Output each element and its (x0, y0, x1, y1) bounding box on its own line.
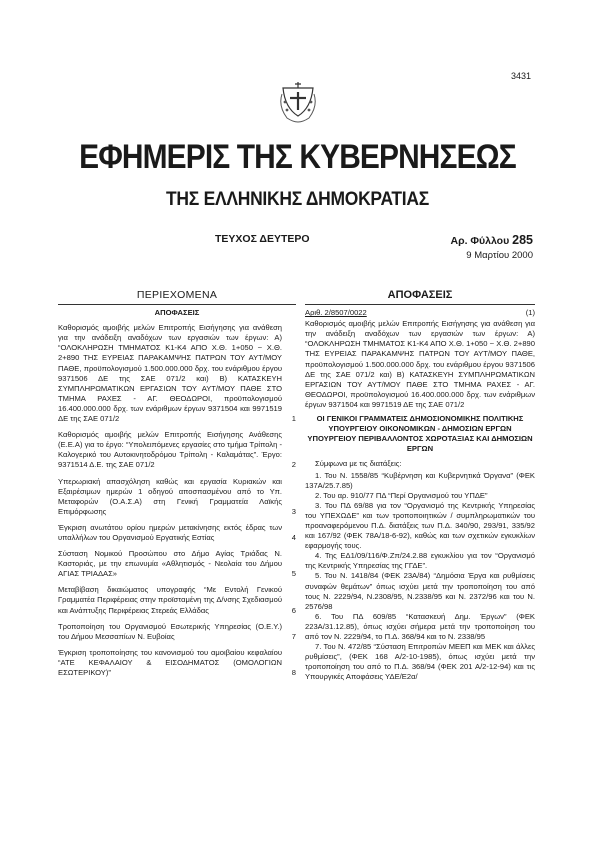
toc-entry-page: 3 (291, 506, 296, 516)
legal-basis-item: 5. Του Ν. 1418/84 (ΦΕΚ 23Α/84) “Δημόσια Έργα και ρυθμίσεις συναφών θεμάτων” όπως ισχύει μετά την τροποποίηση του από τους Ν. 2229/94, Ν.2308/95, Ν.2338/95 και Ν. 2372/96 και του Ν. 2576/98 (305, 571, 535, 611)
contents-column (58, 290, 296, 684)
toc-entry-page: 8 (291, 668, 296, 677)
gazette-subtitle: ΤΗΣ ΕΛΛΗΝΙΚΗΣ ΔΗΜΟΚΡΑΤΙΑΣ (166, 189, 429, 210)
toc-entry-page: 4 (291, 532, 296, 542)
legal-basis-item: 6. Του ΠΔ 609/85 “Κατασκευή Δημ. Έργων” (ΦΕΚ 223Α/31.12.85), όπως ισχύει σήμερα μετά την τροποποίηση του από τον Ν. 2229/94, το Π.Δ. 368/94 και το Ν. 2338/95 (305, 611, 535, 641)
issue-date: 9 Μαρτίου 2000 (466, 250, 533, 261)
sheet-number (450, 233, 533, 247)
decisions-column (305, 290, 535, 682)
legal-basis-item: 1. Του Ν. 1558/85 “Κυβέρνηση και Κυβερνητικά Όργανα” (ΦΕΚ 137Α/25.7.85) (305, 470, 535, 490)
issue-label: ΤΕΥΧΟΣ ΔΕΥΤΕΡΟ (215, 233, 310, 245)
contents-heading: ΠΕΡΙΕΧΟΜΕΝΑ (136, 289, 218, 301)
toc-entry-text: Καθορισμός αμοιβής μελών Επιτροπής Εισήγησης Ανάθεσης (Ε.Ε.Α) για το έργο: “Υπολειπόμενες εργασίες στο τμήμα Τρίπολη - Καλογερικό του Αυτοκινητοδρόμου Τρίπολη - Καλαμάτας”. Έργο: 9371514 Δ.Ε. της ΣΑΕ 071/2 (58, 430, 282, 470)
toc-entry[interactable] (58, 585, 296, 615)
legal-basis-item: 3. Του ΠΔ 69/88 για τον “Οργανισμό της Κεντρικής Υπηρεσίας του ΥΠΕΧΩΔΕ” και των τροποποιητικών / συμπληρωματικών του προαναφερόμενου Π.Δ. διατάξεις των Π.Δ. 340/90, 293/91, 335/92 και 167/92 (ΦΕΚ 78Α/18-6-92), καθώς και των σχετικών εγκυκλίων εφαρμογής τους. (305, 500, 535, 551)
legal-basis-item: 2. Του αρ. 910/77 ΠΔ “Περί Οργανισμού του ΥΠΔΕ” (315, 490, 488, 500)
toc-entry[interactable] (58, 477, 296, 517)
toc-entry[interactable] (58, 648, 296, 678)
toc-entry-page: 5 (291, 569, 296, 579)
divider (305, 304, 535, 305)
divider (58, 304, 296, 305)
legal-basis-item: 7. Του Ν. 472/85 “Σύσταση Επιτροπών ΜΕΕΠ και ΜΕΚ και άλλες ρυθμίσεις”, (ΦΕΚ 168 Α/2-10-1985), όπως ισχύει μετά την τροποποίηση του από το Π.Δ. 368/94 (ΦΕΚ 201 Α/2-12-94) και τις Υπουργικές Αποφάσεις ΥΔΕ/Ε2α/ (305, 642, 535, 682)
toc-entry-page: 6 (291, 605, 296, 615)
legal-basis-item: 4. Της ΕΔ1/09/116/Φ.Ζπ/24.2.88 εγκυκλίου για τον “Οργανισμό της Κεντρικής Υπηρεσίας της ΓΓΔΕ”. (305, 551, 535, 571)
toc-entry[interactable] (58, 523, 296, 543)
sheet-number-value: 285 (512, 233, 533, 247)
toc-entry[interactable] (58, 622, 296, 642)
toc-entry-page: 1 (291, 414, 296, 424)
contents-section-label: ΑΠΟΦΑΣΕΙΣ (154, 308, 200, 318)
decisions-heading: ΑΠΟΦΑΣΕΙΣ (387, 289, 453, 301)
toc-entry[interactable] (58, 430, 296, 470)
toc-entry-text: Έγκριση ανωτάτου ορίου ημερών μετακίνησης εκτός έδρας των υπαλλήλων του Οργανισμού Εργατικής Εστίας (58, 522, 282, 542)
toc-entry-text: Μεταβίβαση δικαιώματος υπογραφής “Με Εντολή Γενικού Γραμματέα Περιφέρειας στην προϊσταμένη της Δ/νσης Σχεδιασμού και Ανάπτυξης Περιφέρειας Στερεάς Ελλάδας (58, 585, 282, 615)
toc-entry[interactable] (58, 549, 296, 579)
toc-entry-text: Έγκριση τροποποίησης του κανονισμού του αμοιβαίου κεφαλαίου “ΑΤΕ ΚΕΦΑΛΑΙΟΥ & ΕΙΣΟΔΗΜΑΤΟΣ (ΟΜΟΛΟΓΙΩΝ ΕΣΩΤΕΡΙΚΟΥ)” (58, 647, 282, 677)
considering-clause: Σύμφωνα με τις διατάξεις: (315, 459, 402, 469)
coat-of-arms-icon (279, 78, 317, 124)
sheet-label: Αρ. Φύλλου (450, 235, 510, 247)
gazette-title: ΕΦΗΜΕΡΙΣ ΤΗΣ ΚΥΒΕΡΝΗΣΕΩΣ (79, 138, 516, 176)
toc-entry-page: 2 (291, 460, 296, 470)
decision-intro: Καθορισμός αμοιβής μελών Επιτροπής Εισήγησης για ανάθεση για την ανάδειξη αναδόχων των εργασιών των έργων: Α) “ΟΛΟΚΛΗΡΩΣΗ ΤΜΗΜΑΤΟΣ Κ1-Κ4 ΑΠΟ Χ.Θ. 1+050 ~ Χ.Θ. 2+890 ΤΗΣ ΕΥΡΕΙΑΣ ΠΑΡΑΚΑΜΨΗΣ ΠΑΤΡΩΝ ΤΟΥ ΑΥΤ/ΜΟΥ ΠΑΘΕ, προϋπολογισμού 1.500.000.000 δρχ. του ενάριθμου έργου 9371506 ΔΕ της ΣΑΕ 071/2 και) Β) ΚΑΤΑΣΚΕΥΗ ΣΥΜΠΛΗΡΩΜΑΤΙΚΩΝ ΕΡΓΑΣΙΩΝ ΤΟΥ ΑΥΤ/ΜΟΥ ΠΑΘΕ ΣΤΟ ΤΜΗΜΑ ΡΑΧΕΣ - ΑΓ. ΘΕΟΔΩΡΟΙ, προϋπολογισμού 16.400.000.000 δρχ. των ενάριθμων έργων 9371504 και 9971519 ΔΕ της ΣΑΕ 071/2 (305, 319, 535, 409)
toc-entry-text: Καθορισμός αμοιβής μελών Επιτροπής Εισήγησης για ανάθεση για την ανάδειξη αναδόχων των εργασιών των έργων: Α) “ΟΛΟΚΛΗΡΩΣΗ ΤΜΗΜΑΤΟΣ Κ1-Κ4 ΑΠΟ Χ.Θ. 1+050 ~ Χ.Θ. 2+890 ΤΗΣ ΕΥΡΕΙΑΣ ΠΑΡΑΚΑΜΨΗΣ ΠΑΤΡΩΝ ΤΟΥ ΑΥΤ/ΜΟΥ ΠΑΘΕ, προϋπολογισμού 1.500.000.000 δρχ. του ενάριθμου έργου 9371506 ΔΕ της ΣΑΕ 071/2 και) Β) ΚΑΤΑΣΚΕΥΗ ΣΥΜΠΛΗΡΩΜΑΤΙΚΩΝ ΕΡΓΑΣΙΩΝ ΤΟΥ ΑΥΤ/ΜΟΥ ΠΑΘΕ ΣΤΟ ΤΜΗΜΑ ΡΑΧΕΣ - ΑΓ. ΘΕΟΔΩΡΟΙ, προϋπολογισμού 16.400.000.000 δρχ. των ενάριθμων έργων 9371504 και 9971519 ΔΕ της ΣΑΕ 071/2 (58, 323, 282, 424)
toc-entry-page: 7 (291, 631, 296, 641)
decision-number-row (305, 308, 535, 318)
decision-marker: (1) (525, 308, 535, 318)
page-number: 3431 (510, 71, 531, 81)
issue-row (215, 233, 533, 247)
toc-entry[interactable] (58, 323, 296, 424)
toc-entry-text: Υπερωριακή απασχόληση καθώς και εργασία Κυριακών και Εξαιρέσιμων ημερών 1 οδηγού αποσπασμένου από το Υπ. Μεταφορών (Ο.Α.Σ.Α) στη Γενική Γραμματεία Λαϊκής Επιμόρφωσης (58, 476, 282, 516)
decision-number: Αριθ. 2/8507/0022 (305, 308, 367, 318)
toc-entry-text: Σύσταση Νομικού Προσώπου στο Δήμο Αγίας Τριάδας Ν. Καστοριάς, με την επωνυμία «Αθλητισμός - Νεολαία του Δήμου ΑΓΙΑΣ ΤΡΙΑΔΑΣ» (58, 549, 282, 579)
decision-authority: ΟΙ ΓΕΝΙΚΟΙ ΓΡΑΜΜΑΤΕΙΣ ΔΗΜΟΣΙΟΝΟΜΙΚΗΣ ΠΟΛΙΤΙΚΗΣ ΥΠΟΥΡΓΕΙΟΥ ΟΙΚΟΝΟΜΙΚΩΝ - ΔΗΜΟΣΙΩΝ ΕΡΓΩΝ ΥΠΟΥΡΓΕΙΟΥ ΠΕΡΙΒΑΛΛΟΝΤΟΣ ΧΩΡΟΤΑΞΙΑΣ ΚΑΙ ΔΗΜΟΣΙΩΝ ΕΡΓΩΝ (307, 414, 533, 454)
toc-entry-text: Τροποποίηση του Οργανισμού Εσωτερικής Υπηρεσίας (Ο.Ε.Υ.) του Δήμου Μεσσαπίων Ν. Ευβοίας (58, 621, 282, 641)
